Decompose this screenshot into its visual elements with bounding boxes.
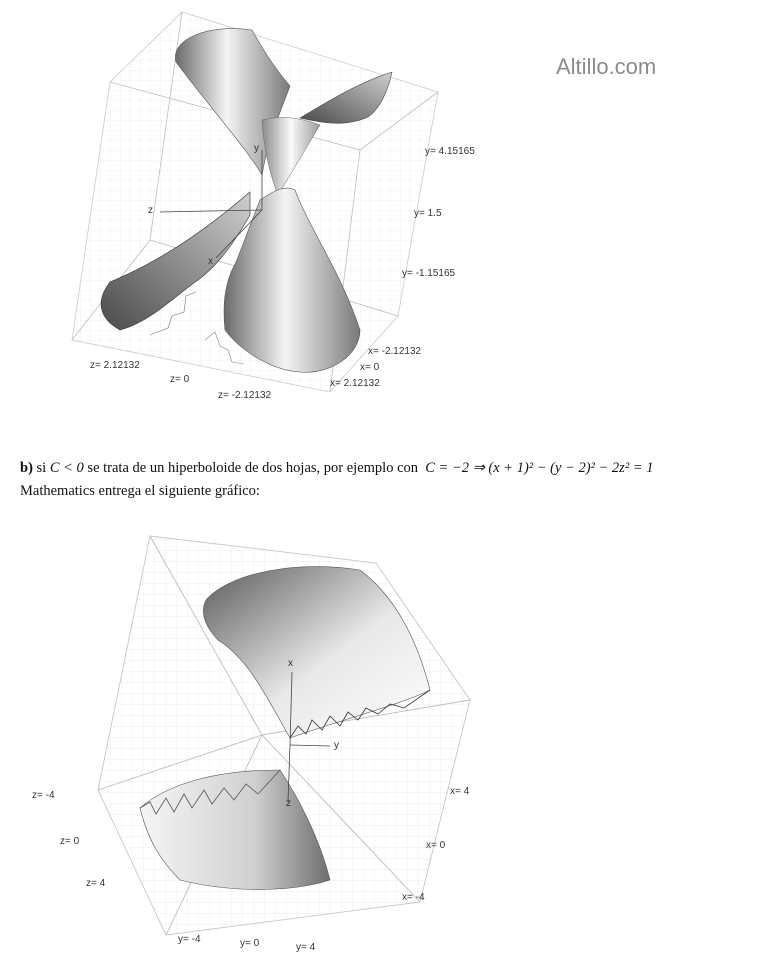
- description-text: se trata de un hiperboloide de dos hojas, por ejemplo con: [87, 460, 419, 476]
- plot2-axis-z-label: z: [286, 798, 291, 809]
- plot2-x-tick: x= 0: [426, 840, 446, 851]
- plot2-axis-x-label: x: [288, 658, 293, 669]
- plot1-x-tick: x= 2.12132: [330, 378, 380, 389]
- plot1-z-tick: z= 0: [170, 374, 190, 385]
- plot2-y-tick: y= 0: [240, 938, 260, 949]
- plot2-z-tick: z= 0: [60, 836, 80, 847]
- watermark-logo: Altillo.com: [556, 54, 657, 79]
- plot1-z-tick: z= -2.12132: [218, 390, 272, 401]
- plot1-axis-z-label: z: [148, 205, 153, 216]
- condition-formula: C < 0: [49, 460, 84, 476]
- plot1-y-tick: y= 1.5: [414, 208, 442, 219]
- plot1-z-tick: z= 2.12132: [90, 360, 140, 371]
- plot2-y-tick: y= -4: [178, 934, 201, 945]
- plot2-axis-y-label: y: [334, 740, 339, 751]
- item-label: b): [20, 460, 33, 476]
- plot1-x-tick: x= -2.12132: [368, 346, 422, 357]
- plot1-y-tick: y= 4.15165: [425, 146, 475, 157]
- paragraph-line-2: Mathematics entrega el siguiente gráfico:: [20, 483, 260, 499]
- plot1-y-tick: y= -1.15165: [402, 268, 456, 279]
- plot2-z-tick: z= 4: [86, 878, 106, 889]
- equation-formula: C = −2 ⇒ (x + 1)² − (y − 2)² − 2z² = 1: [425, 460, 654, 476]
- plot2-x-tick: x= -4: [402, 892, 425, 903]
- plot2-z-tick: z= -4: [32, 790, 55, 801]
- plot1-axis-x-label: x: [208, 256, 213, 267]
- plot1-axis-y-label: y: [254, 143, 259, 154]
- plot2-y-tick: y= 4: [296, 942, 316, 953]
- si-word: si: [36, 460, 47, 476]
- plot1-x-tick: x= 0: [360, 362, 380, 373]
- plot2-x-tick: x= 4: [450, 786, 470, 797]
